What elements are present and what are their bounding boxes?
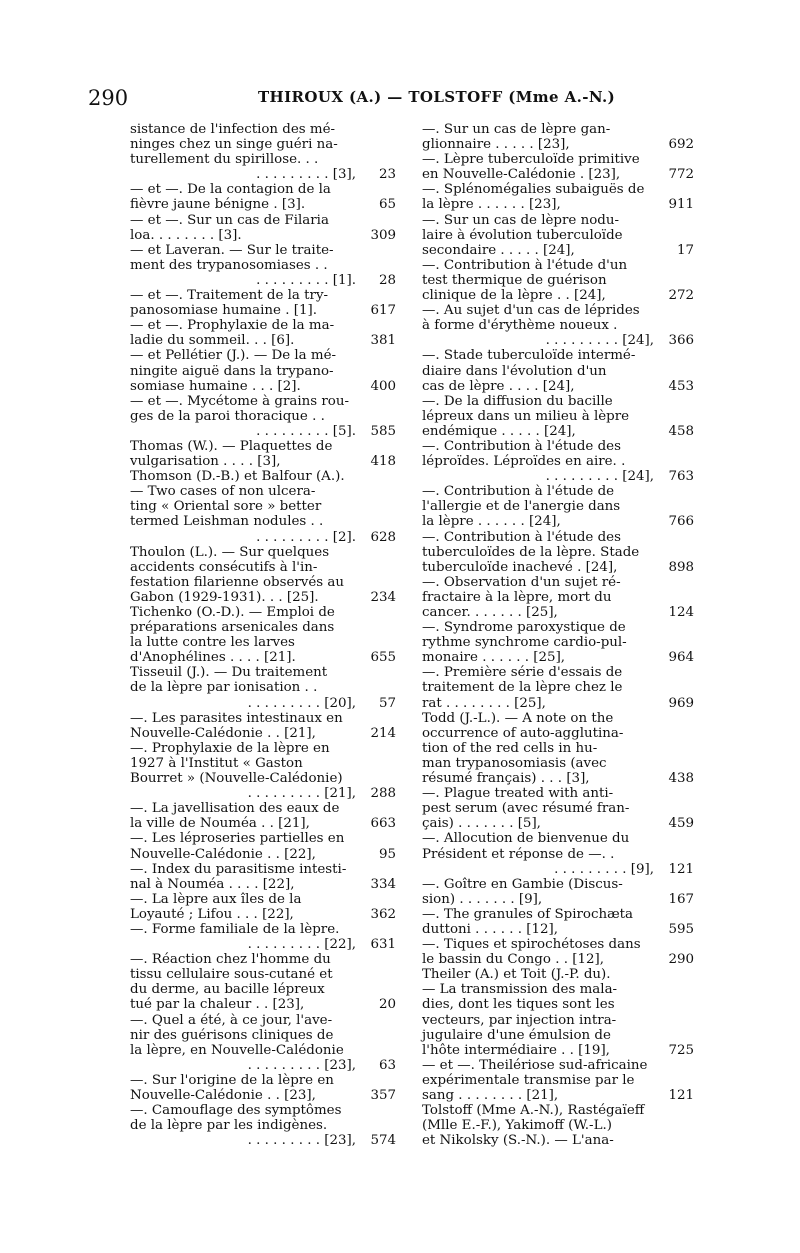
entry-line: la lèpre . . . . . . [23], — [422, 197, 561, 213]
page-reference-number: 772 — [668, 167, 694, 183]
index-entry — [422, 876, 694, 907]
page-reference-number: 65 — [378, 197, 396, 213]
page-reference-number: 628 — [370, 529, 396, 545]
index-entry — [130, 1012, 396, 1073]
entry-line: man trypanosomiasis (avec — [422, 755, 607, 771]
entry-line: traitement de la lèpre chez le — [422, 680, 623, 696]
entry-line: —. Les parasites intestinaux en — [130, 710, 343, 726]
index-entry — [130, 801, 396, 832]
entry-line: —. Réaction chez l'homme du — [130, 952, 331, 968]
index-entry — [422, 831, 694, 877]
entry-line: —. Index du parasitisme intesti- — [130, 861, 347, 877]
entry-line: — et Laveran. — Sur le traite- — [130, 242, 334, 258]
page-reference-number: 458 — [668, 423, 694, 439]
entry-line: l'hôte intermédiaire . . [19], — [422, 1042, 610, 1058]
entry-line: ting « Oriental sore » better — [130, 499, 322, 515]
entry-reference: . . . . . . . . . [3], — [256, 167, 356, 183]
entry-line: Président et réponse de —. . — [422, 846, 615, 862]
entry-line: cas de lèpre . . . . [24], — [422, 378, 575, 394]
entry-line: loa. . . . . . . . [3]. — [130, 227, 242, 243]
page-reference-number: 17 — [676, 242, 694, 258]
index-entry — [422, 1103, 654, 1148]
index-entry — [130, 952, 396, 1013]
entry-line: —. Forme familiale de la lèpre. — [130, 921, 340, 937]
index-entry — [130, 710, 396, 741]
entry-line: vulgarisation . . . . [3], — [130, 454, 281, 470]
entry-reference: . . . . . . . . . [5]. — [256, 423, 356, 439]
index-entry — [422, 967, 694, 1058]
page-reference-number: 617 — [370, 303, 396, 319]
entry-line: sion) . . . . . . . [9], — [422, 891, 543, 907]
index-entry — [130, 831, 396, 862]
page-reference-number: 663 — [370, 816, 396, 832]
page-reference-number: 357 — [370, 1088, 396, 1103]
entry-line: Loyauté ; Lifou . . . [22], — [130, 906, 294, 922]
page-reference-number: 766 — [668, 514, 694, 530]
entry-line: —. Goître en Gambie (Discus- — [422, 876, 623, 892]
entry-line: Nouvelle-Calédonie . . [23], — [130, 1088, 316, 1103]
entry-line: —. Au sujet d'un cas de léprides — [422, 303, 640, 319]
entry-line: fractaire à la lèpre, mort du — [422, 589, 612, 605]
entry-line: —. Camouflage des symptômes — [130, 1103, 342, 1119]
entry-reference: . . . . . . . . . [23], — [247, 1057, 356, 1073]
entry-line: de la lèpre par ionisation . . — [130, 680, 318, 696]
entry-line: d'Anophélines . . . . [21]. — [130, 650, 296, 666]
entry-line: —. Tiques et spirochétoses dans — [422, 937, 641, 953]
page-reference-number: 334 — [370, 876, 396, 892]
entry-line: de la lèpre par les indigènes. — [130, 1118, 328, 1134]
entry-line: —. Stade tuberculoïde intermé- — [422, 348, 636, 364]
entry-line: ninges chez un singe guéri na- — [130, 137, 338, 153]
entry-line: duttoni . . . . . . [12], — [422, 921, 559, 937]
entry-line: —. De la diffusion du bacille — [422, 393, 613, 409]
entry-line: rat . . . . . . . . [25], — [422, 695, 546, 711]
index-entry — [422, 182, 694, 213]
page-reference-number: 898 — [668, 559, 694, 575]
page-reference-number: 57 — [378, 695, 396, 711]
page-reference-number: 418 — [370, 454, 396, 470]
entry-line: expérimentale transmise par le — [422, 1072, 635, 1088]
entry-line: nir des guérisons cliniques de — [130, 1027, 334, 1043]
entry-line: — et —. Sur un cas de Filaria — [130, 212, 329, 228]
entry-line: —. La lèpre aux îles de la — [130, 891, 302, 907]
entry-line: secondaire . . . . . [24], — [422, 242, 575, 258]
entry-line: vecteurs, par injection intra- — [422, 1012, 617, 1028]
entry-reference: . . . . . . . . . [1]. — [256, 272, 356, 288]
index-entry — [422, 348, 694, 394]
index-entry — [422, 122, 694, 153]
page-reference-number: 234 — [370, 589, 396, 605]
page-reference-number: 20 — [378, 997, 396, 1013]
entry-line: endémique . . . . . [24], — [422, 423, 576, 439]
entry-line: — et —. Mycétome à grains rou- — [130, 393, 349, 409]
index-entry — [130, 438, 396, 470]
entry-line: nal à Nouméa . . . . [22], — [130, 876, 295, 892]
page-reference-number: 453 — [668, 378, 694, 394]
index-entry — [130, 740, 396, 802]
page-reference-number: 309 — [370, 227, 396, 243]
index-entry — [422, 937, 694, 968]
index-entry — [130, 242, 396, 288]
entry-line: — Two cases of non ulcera- — [130, 484, 316, 500]
entry-line: du derme, au bacille lépreux — [130, 982, 325, 998]
entry-line: Tichenko (O.-D.). — Emploi de — [130, 605, 335, 620]
index-entry — [130, 1103, 396, 1149]
running-head: THIROUX (A.) — TOLSTOFF (Mme A.-N.) — [258, 88, 616, 106]
entry-line: Thoulon (L.). — Sur quelques — [130, 544, 330, 560]
entry-line: en Nouvelle-Calédonie . [23], — [422, 167, 621, 183]
entry-line: —. Sur l'origine de la lèpre en — [130, 1072, 334, 1088]
entry-line: —. Lèpre tuberculoïde primitive — [422, 152, 640, 168]
entry-line: Thomas (W.). — Plaquettes de — [130, 438, 333, 454]
entry-line: préparations arsenicales dans — [130, 620, 335, 636]
index-entry — [422, 257, 694, 304]
entry-line: tué par la chaleur . . [23], — [130, 997, 305, 1013]
page-reference-number: 911 — [668, 197, 694, 213]
entry-line: tuberculoïde inachevé . [24], — [422, 559, 618, 575]
entry-line: tissu cellulaire sous-cutané et — [130, 967, 333, 983]
index-entry — [422, 152, 694, 183]
index-entry — [130, 469, 396, 545]
entry-line: —. Syndrome paroxystique de — [422, 620, 626, 636]
entry-line: termed Leishman nodules . . — [130, 514, 324, 530]
entry-line: 1927 à l'Institut « Gaston — [130, 755, 303, 771]
index-entry — [422, 529, 694, 575]
page-number: 290 — [88, 86, 129, 110]
entry-line: —. Contribution à l'étude des — [422, 529, 621, 545]
entry-line: la ville de Nouméa . . [21], — [130, 816, 310, 832]
entry-line: cancer. . . . . . . [25], — [422, 605, 558, 620]
page-reference-number: 288 — [370, 786, 396, 802]
index-entry — [130, 348, 396, 394]
entry-line: l'allergie et de l'anergie dans — [422, 499, 621, 515]
index-column-right — [422, 122, 694, 1149]
index-entry — [422, 710, 694, 787]
entry-reference: . . . . . . . . . [2]. — [256, 529, 356, 545]
page-reference-number: 631 — [370, 937, 396, 953]
page-reference-number: 585 — [370, 423, 396, 439]
index-entry — [422, 786, 694, 832]
page-reference-number: 438 — [668, 771, 694, 787]
page-reference-number: 725 — [668, 1042, 694, 1058]
index-entry — [130, 921, 396, 953]
entry-line: lépreux dans un milieu à lèpre — [422, 408, 630, 424]
index-entry — [422, 212, 694, 258]
index-entry — [130, 122, 396, 183]
index-entry — [130, 212, 396, 243]
entry-line: —. Plague treated with anti- — [422, 786, 614, 802]
entry-line: ladie du sommeil. . . [6]. — [130, 333, 295, 349]
entry-line: sang . . . . . . . . [21], — [422, 1088, 559, 1103]
entry-reference: . . . . . . . . . [23], — [247, 1133, 356, 1149]
entry-line: Theiler (A.) et Toit (J.-P. du). — [422, 967, 611, 983]
entry-line: —. Contribution à l'étude des — [422, 438, 621, 454]
entry-line: la lèpre, en Nouvelle-Calédonie — [130, 1042, 344, 1058]
page-reference-number: 362 — [370, 906, 396, 922]
page-reference-number: 124 — [668, 605, 694, 620]
index-column-left — [130, 122, 396, 1149]
entry-line: test thermique de guérison — [422, 272, 607, 288]
entry-reference: . . . . . . . . . [9], — [554, 861, 654, 877]
entry-line: laire à évolution tuberculoïde — [422, 227, 623, 243]
entry-line: — et —. De la contagion de la — [130, 182, 331, 198]
entry-line: somiase humaine . . . [2]. — [130, 378, 301, 394]
entry-line: — et —. Theilériose sud-africaine — [422, 1057, 648, 1073]
entry-line: —. The granules of Spirochæta — [422, 906, 634, 922]
entry-line: et Nikolsky (S.-N.). — L'ana- — [422, 1133, 614, 1149]
entry-line: — La transmission des mala- — [422, 982, 618, 998]
index-entry — [130, 605, 396, 666]
entry-line: Gabon (1929-1931). . . [25]. — [130, 589, 319, 605]
entry-line: —. Contribution à l'étude d'un — [422, 257, 628, 273]
entry-reference: . . . . . . . . . [24], — [545, 333, 654, 349]
entry-line: ningite aiguë dans la trypano- — [130, 363, 334, 379]
entry-line: clinique de la lèpre . . [24], — [422, 288, 606, 304]
index-entry — [130, 318, 396, 349]
entry-line: Tisseuil (J.). — Du traitement — [130, 665, 328, 681]
entry-reference: . . . . . . . . . [24], — [545, 469, 654, 485]
entry-line: Bourret » (Nouvelle-Calédonie) — [130, 771, 343, 787]
page-reference-number: 763 — [668, 469, 694, 485]
entry-line: occurrence of auto-agglutina- — [422, 725, 624, 741]
entry-line: Tolstoff (Mme A.-N.), Rastégaïeff — [422, 1103, 645, 1119]
entry-line: — et —. Traitement de la try- — [130, 288, 329, 304]
entry-line: dies, dont les tiques sont les — [422, 997, 615, 1013]
index-entry — [422, 438, 694, 485]
entry-line: ment des trypanosomiases . . — [130, 257, 328, 273]
entry-line: fièvre jaune bénigne . [3]. — [130, 197, 306, 213]
page-reference-number: 28 — [378, 272, 396, 288]
entry-reference: . . . . . . . . . [21], — [247, 786, 356, 802]
entry-line: tion of the red cells in hu- — [422, 740, 598, 756]
entry-line: —. Quel a été, à ce jour, l'ave- — [130, 1012, 333, 1028]
page-reference-number: 272 — [668, 288, 694, 304]
entry-line: (Mlle E.-F.), Yakimoff (W.-L.) — [422, 1118, 612, 1134]
index-entry — [130, 665, 396, 711]
page-reference-number: 964 — [668, 650, 694, 666]
entry-line: —. Sur un cas de lèpre nodu- — [422, 212, 619, 228]
index-entry — [422, 574, 694, 620]
entry-line: —. La javellisation des eaux de — [130, 801, 340, 817]
entry-reference: . . . . . . . . . [20], — [247, 695, 356, 711]
index-entry — [422, 393, 694, 439]
index-entry — [130, 544, 396, 605]
entry-line: ges de la paroi thoracique . . — [130, 408, 325, 424]
page-reference-number: 381 — [370, 333, 396, 349]
entry-line: panosomiase humaine . [1]. — [130, 303, 317, 319]
page-reference-number: 121 — [668, 1088, 694, 1103]
entry-line: —. Première série d'essais de — [422, 665, 623, 681]
entry-line: —. Splénomégalies subaiguës de — [422, 182, 645, 198]
index-entry — [130, 393, 396, 439]
index-entry — [130, 288, 396, 319]
page-reference-number: 167 — [668, 891, 694, 907]
entry-line: glionnaire . . . . . [23], — [422, 137, 570, 153]
page-reference-number: 692 — [668, 137, 694, 153]
entry-line: la lutte contre les larves — [130, 635, 295, 651]
entry-line: —. Contribution à l'étude de — [422, 484, 615, 500]
entry-line: — et Pellétier (J.). — De la mé- — [130, 348, 337, 364]
index-entry — [130, 182, 396, 213]
entry-line: jugulaire d'une émulsion de — [422, 1027, 611, 1043]
entry-line: pest serum (avec résumé fran- — [422, 801, 630, 817]
index-entry — [130, 861, 396, 892]
entry-line: —. Les léproseries partielles en — [130, 831, 345, 847]
entry-line: tuberculoïdes de la lèpre. Stade — [422, 544, 640, 560]
entry-line: —. Observation d'un sujet ré- — [422, 574, 621, 590]
page-reference-number: 595 — [668, 921, 694, 937]
page-reference-number: 574 — [370, 1133, 396, 1149]
page-reference-number: 95 — [378, 846, 396, 862]
entry-line: turellement du spirillose. . . — [130, 152, 319, 168]
entry-line: rythme synchrome cardio-pul- — [422, 635, 627, 651]
page-reference-number: 400 — [370, 378, 396, 394]
entry-line: monaire . . . . . . [25], — [422, 650, 566, 666]
page-reference-number: 969 — [668, 695, 694, 711]
entry-line: la lèpre . . . . . . [24], — [422, 514, 561, 530]
index-entry — [130, 1072, 396, 1103]
entry-line: — et —. Prophylaxie de la ma- — [130, 318, 335, 334]
index-entry — [422, 303, 694, 349]
entry-line: çais) . . . . . . . [5], — [422, 816, 541, 832]
entry-line: léproïdes. Léproïdes en aire. . — [422, 454, 626, 470]
index-entry — [422, 620, 694, 666]
entry-line: à forme d'érythème noueux . — [422, 318, 618, 334]
entry-line: Nouvelle-Calédonie . . [22], — [130, 846, 316, 862]
entry-line: Thomson (D.-B.) et Balfour (A.). — [130, 469, 345, 485]
page-reference-number: 121 — [668, 861, 694, 877]
entry-line: le bassin du Congo . . [12], — [422, 952, 604, 968]
page-reference-number: 366 — [668, 333, 694, 349]
entry-line: —. Sur un cas de lèpre gan- — [422, 122, 611, 137]
index-entry — [422, 906, 694, 937]
entry-line: sistance de l'infection des mé- — [130, 122, 336, 137]
index-entry — [422, 665, 694, 711]
entry-line: résumé français) . . . [3], — [422, 771, 590, 787]
index-entry — [422, 1057, 694, 1103]
entry-line: festation filarienne observés au — [130, 574, 345, 590]
entry-line: Todd (J.-L.). — A note on the — [422, 710, 614, 726]
entry-line: —. Prophylaxie de la lèpre en — [130, 740, 330, 756]
entry-line: diaire dans l'évolution d'un — [422, 363, 607, 379]
entry-line: Nouvelle-Calédonie . . [21], — [130, 725, 316, 741]
index-entry — [130, 891, 396, 922]
page-reference-number: 214 — [370, 725, 396, 741]
page-reference-number: 290 — [668, 952, 694, 968]
entry-line: accidents consécutifs à l'in- — [130, 559, 318, 575]
page-reference-number: 655 — [370, 650, 396, 666]
entry-line: —. Allocution de bienvenue du — [422, 831, 630, 847]
page-reference-number: 23 — [378, 167, 396, 183]
page-reference-number: 459 — [668, 816, 694, 832]
index-entry — [422, 484, 694, 530]
entry-reference: . . . . . . . . . [22], — [247, 937, 356, 953]
page-reference-number: 63 — [378, 1057, 396, 1073]
